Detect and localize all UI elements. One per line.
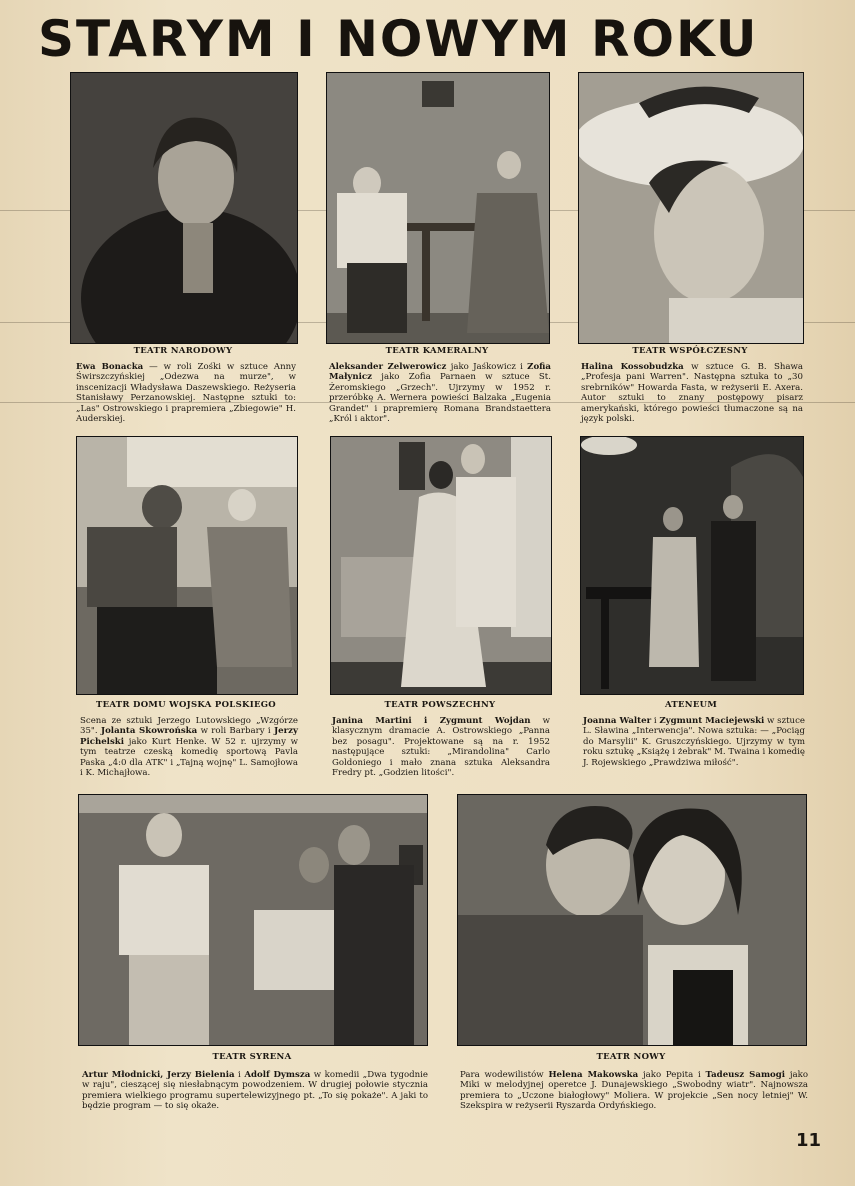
photo-teatr-powszechny [330, 436, 552, 695]
photo-caption [581, 362, 803, 424]
photo-teatr-syrena [78, 794, 428, 1046]
photo-teatr-narodowy [70, 72, 298, 344]
photo-teatr-domu-wojska-polskiego [76, 436, 298, 695]
caption-text: w sztuce G. B. Shawa „Profesja pani Warren". Następna sztuka to „30 srebrników" Howarda Fasta, w reżyserii E. Axera. Autor sztuki to znany postępowy pisarz amerykański, którego powieści tłumaczone są na język polski. [581, 362, 803, 425]
theatre-label: ATENEUM [664, 700, 718, 710]
photo-caption [329, 362, 551, 424]
caption-text: w klasycznym dramacie A. Ostrowskiego „Panna bez posagu". Projektowane są na r. 1952 następujące sztuki: „Mirandolina" Carlo Goldoniego i mało znana sztuka Aleksandra Fredry pt. „Godzien litości". [332, 716, 550, 779]
caption-actor-name: Janina Martini i Zygmunt Wojdan [332, 716, 531, 726]
caption-text: i [234, 1070, 245, 1080]
caption-text: — w roli Zośki w sztuce Anny Świrszczyńskiej „Odezwa na murze", w inscenizacji Władysława Daszewskiego. Reżyseria Stanisławy Perzanowskiej. Następne sztuki to: „Las" Ostrowskiego i prapremiera „Zbiegowie" H. Auderskiej. [76, 362, 296, 425]
caption-text: jako Miki w melodyjnej operetce J. Dunajewskiego „Swobodny wiatr". Najnowsza premiera to „Uczone białogłowy" Moliera. W projekcie „Sen nocy letniej" W. Szekspira w reżyserii Ryszarda Ordyńskiego. [460, 1070, 809, 1112]
caption-actor-name: Aleksander Zelwerowicz [329, 362, 447, 372]
page-number: 11 [796, 1130, 822, 1151]
caption-actor-name: Ewa Bonacka [76, 362, 144, 372]
caption-actor-name: Halina Kossobudzka [581, 362, 684, 372]
caption-actor-name: Adolf Dymsza [244, 1070, 311, 1080]
theatre-label: TEATR POWSZECHNY [384, 700, 496, 710]
caption-actor-name: Zygmunt Maciejewski [659, 716, 765, 726]
theatre-label: TEATR NARODOWY [133, 346, 233, 356]
caption-actor-name: Jolanta Skowrońska [101, 726, 198, 737]
caption-text: jako Kurt Henke. W 52 r. ujrzymy w tym teatrze czeską komedię sportową Pavla Paska „4:0 dla ATK" i „Tajną wojnę" L. Samojłowa i K. Michajłowa. [80, 736, 298, 779]
photo-caption [76, 362, 296, 424]
caption-actor-name: Helena Makowska [548, 1070, 639, 1080]
theatre-label: TEATR SYRENA [212, 1052, 292, 1062]
photo-caption [583, 716, 805, 768]
page-headline: STARYM I NOWYM ROKU [38, 10, 759, 68]
caption-actor-name: Joanna Walter [583, 716, 652, 726]
photo-ateneum [580, 436, 804, 695]
caption-text: w komedii „Dwa tygodnie w raju", cieszącej się niesłabnącym powodzeniem. W drugiej połowie stycznia premiera wielkiego programu supertelewizyjnego pt. „To się pokaże". A jaki to będzie program — to się okaże. [82, 1070, 429, 1112]
photo-caption [460, 1070, 808, 1112]
caption-actor-name: Tadeusz Samogi [705, 1070, 786, 1080]
caption-text: i [651, 716, 660, 726]
theatre-label: TEATR WSPÓŁCZESNY [632, 346, 748, 356]
caption-text: jako Jaśkowicz i [446, 362, 528, 372]
theatre-label: TEATR NOWY [596, 1052, 666, 1062]
photo-teatr-nowy [457, 794, 807, 1046]
theatre-label: TEATR KAMERALNY [385, 346, 489, 356]
photo-caption [80, 716, 298, 778]
caption-text: Scena ze sztuki Jerzego Lutowskiego „Wzgórze 35". [80, 716, 298, 737]
caption-actor-name: Artur Młodnicki, Jerzy Bielenia [82, 1070, 235, 1080]
photo-caption [332, 716, 550, 778]
caption-text: Para wodewilistów [460, 1070, 549, 1080]
caption-actor-name: Jerzy Pichelski [80, 726, 298, 747]
caption-text: jako Pepita i [638, 1070, 706, 1080]
caption-text: w sztuce L. Sławina „Interwencja". Nowa sztuka: — „Pociąg do Marsylii" K. Gruszczyńskiego. Ujrzymy w tym roku sztukę „Książę i żebrak" M. Twaina i komedię J. Rojewskiego „Prawdziwa miłość". [583, 716, 805, 768]
photo-teatr-wspolczesny [578, 72, 804, 344]
caption-actor-name: Zofia Małynicz [329, 362, 551, 383]
caption-text: w roli Barbary i [197, 726, 275, 737]
theatre-label: TEATR DOMU WOJSKA POLSKIEGO [95, 700, 277, 710]
photo-caption [82, 1070, 428, 1112]
photo-teatr-kameralny [326, 72, 550, 344]
caption-text: jako Zofia Parnaen w sztuce St. Żeromskiego „Grzech". Ujrzymy w 1952 r. przeróbkę A. Wernera powieści Balzaka „Eugenia Grandet" i prapremierę Romana Brandstaettera „Król i aktor". [329, 372, 551, 425]
